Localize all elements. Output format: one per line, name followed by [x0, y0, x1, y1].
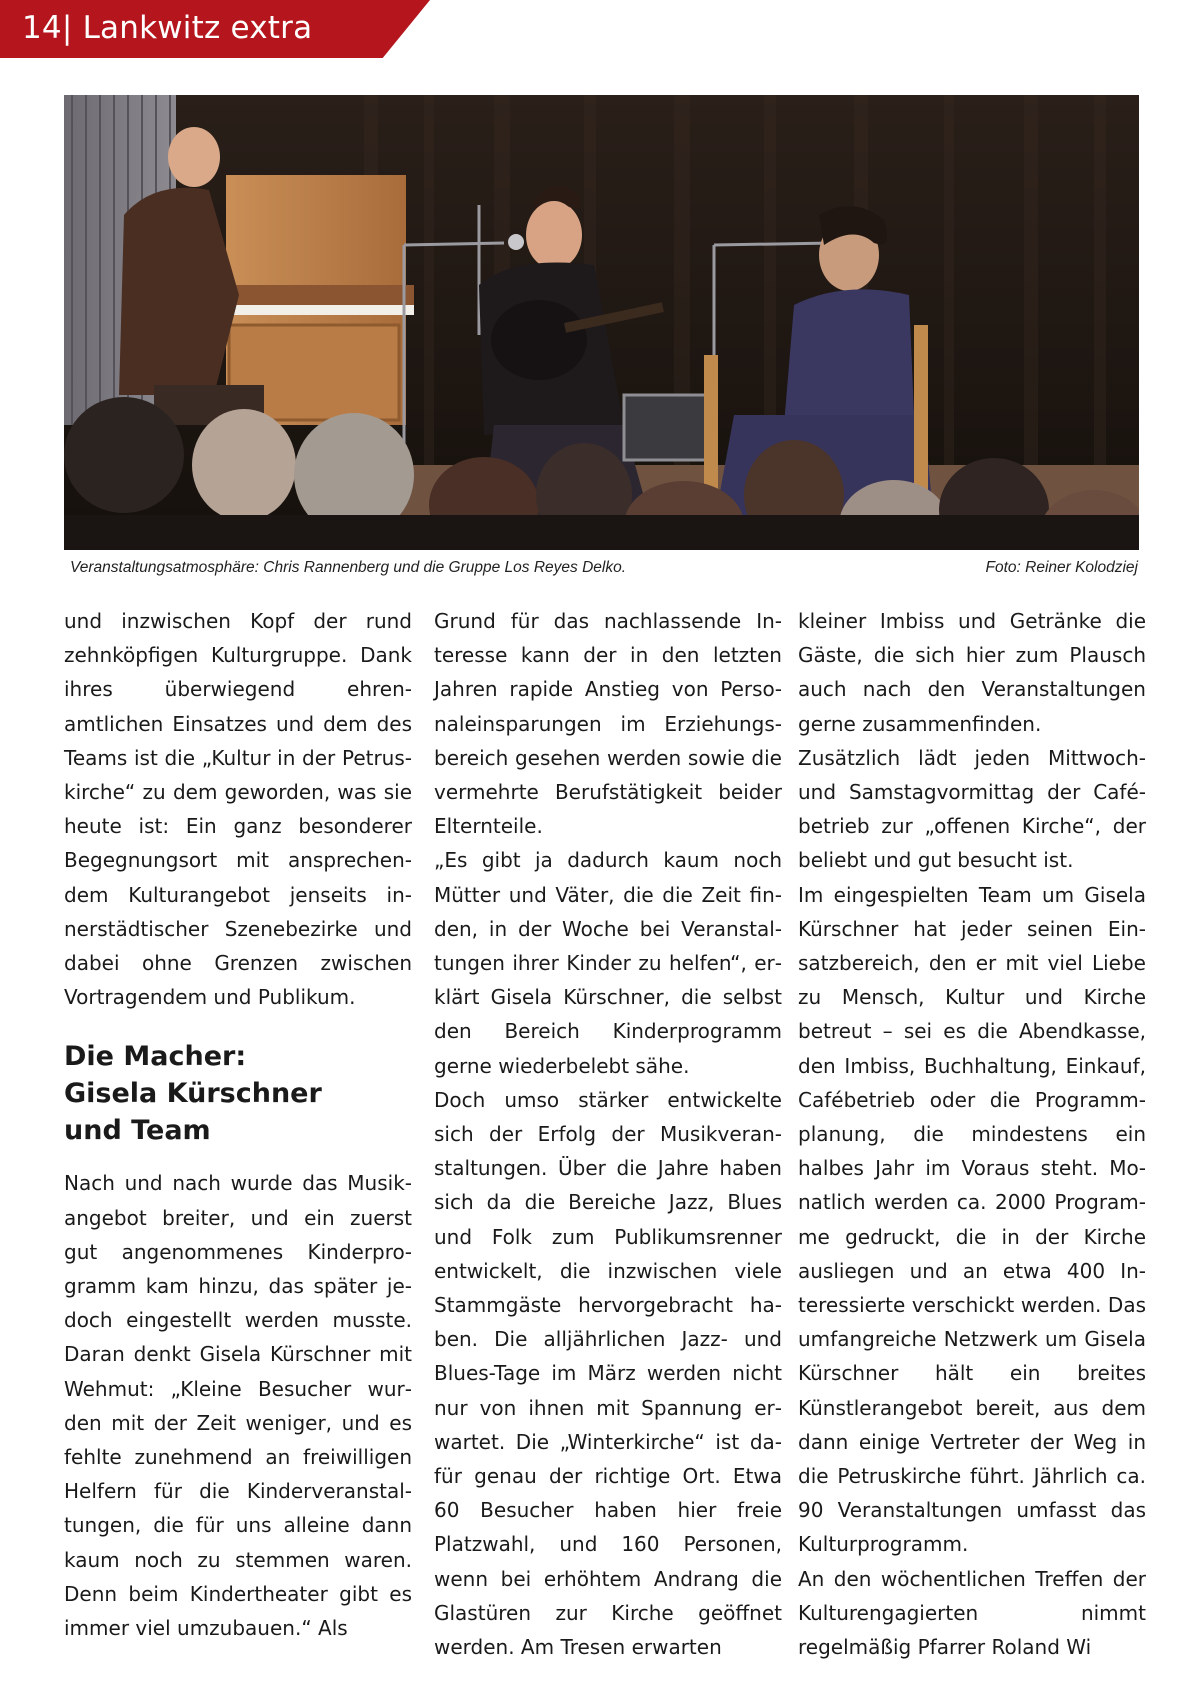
- section-heading-line: Gisela Kürschner: [64, 1078, 322, 1110]
- paragraph: Im eingespielten Team um Gisela Kürschner hat jeder seinen Einsatzbereich, den er mit viel Liebe zu Mensch, Kultur und Kirche betreut – sei es die Abendkasse, den Imbiss, Buchhaltung, Einkauf, Cafébetrieb oder die Programmplanung, die mindestens ein halbes Jahr im Voraus steht. Monatlich werden ca. 2000 Programme gedruckt, die in der Kirche ausliegen und an etwa 400 Interessierte verschickt werden. Das umfangreiche Netzwerk um Gisela Kürschner hält ein breites Künstlerangebot bereit, aus dem dann einige Vertreter der Weg in die Petruskirche führt. Jährlich ca. 90 Veranstaltungen umfasst das Kulturprogramm.: [798, 882, 1146, 1557]
- header-title: [22, 10, 312, 46]
- article-column-1: [64, 604, 412, 1645]
- concert-illustration: [64, 95, 1139, 550]
- photo-caption: Veranstaltungsatmosphäre: Chris Rannenberg und die Gruppe Los Reyes Delko.: [70, 559, 627, 576]
- section-name: Lankwitz extra: [82, 10, 313, 46]
- section-heading-line: und Team: [64, 1115, 211, 1147]
- article-column-2: [434, 604, 782, 1664]
- paragraph: und inzwischen Kopf der rund zehnköpfigen Kulturgruppe. Dank ihres überwiegend ehrenamtlichen Einsatzes und dem des Teams ist die „Kultur in der Petruskirche“ zu dem geworden, was sie heute ist: Ein ganz besonderer Begegnungsort mit ansprechendem Kulturangebot jenseits innerstädtischer Szenebezirke und dabei ohne Grenzen zwischen Vortragendem und Publikum.: [64, 609, 412, 1010]
- paragraph: Zusätzlich lädt jeden Mittwoch- und Samstagvormittag der Cafébetrieb zur „offenen Kirche“, der beliebt und gut besucht ist.: [798, 745, 1146, 873]
- paragraph: Nach und nach wurde das Musikangebot breiter, und ein zuerst gut angenommenes Kinderprogramm kam hinzu, das später jedoch eingestellt werden musste. Daran denkt Gisela Kürschner mit Wehmut: „Kleine Besucher wurden mit der Zeit weniger, und es fehlte zunehmend an freiwilligen Helfern für die Kinderveranstaltungen, die für uns alleine dann kaum noch zu stemmen waren. Denn beim Kindertheater gibt es immer viel umzubauen.“ Als: [64, 1171, 412, 1641]
- paragraph: Grund für das nachlassende Interesse kann der in den letzten Jahren rapide Anstieg von Personaleinsparungen im Erziehungsbereich gesehen werden sowie die vermehrte Berufstätigkeit beider Elternteile.: [434, 609, 782, 839]
- section-heading: [64, 1038, 412, 1149]
- photo-credit: Foto: Reiner Kolodziej: [985, 559, 1138, 576]
- concert-photo: [64, 95, 1139, 550]
- paragraph: kleiner Imbiss und Getränke die Gäste, die sich hier zum Plausch auch nach den Veranstaltungen gerne zusammenfinden.: [798, 609, 1146, 736]
- paragraph: „Es gibt ja dadurch kaum noch Mütter und Väter, die die Zeit finden, in der Woche bei Veranstaltungen ihrer Kinder zu helfen“, erklärt Gisela Kürschner, die selbst den Bereich Kinderprogramm gerne wiederbelebt sähe.: [434, 848, 782, 1078]
- section-heading-line: Die Macher:: [64, 1041, 247, 1073]
- article-column-3: [798, 604, 1146, 1664]
- page-number: 14: [22, 10, 62, 46]
- header-separator: |: [61, 10, 73, 46]
- paragraph: An den wöchentlichen Treffen der Kulturengagierten nimmt regelmäßig Pfarrer Roland Wi: [798, 1566, 1146, 1660]
- paragraph: Doch umso stärker entwickelte sich der Erfolg der Musikveranstaltungen. Über die Jahre haben sich da die Bereiche Jazz, Blues und Folk zum Publikumsrenner entwickelt, die inzwischen viele Stammgäste hervorgebracht haben. Die alljährlichen Jazz- und Blues-Tage im März werden nicht nur von ihnen mit Spannung erwartet. Die „Winterkirche“ ist dafür genau der richtige Ort. Etwa 60 Besucher haben hier freie Platzwahl, und 160 Personen, wenn bei erhöhtem Andrang die Glastüren zur Kirche geöffnet werden. Am Tresen erwarten: [434, 1087, 782, 1660]
